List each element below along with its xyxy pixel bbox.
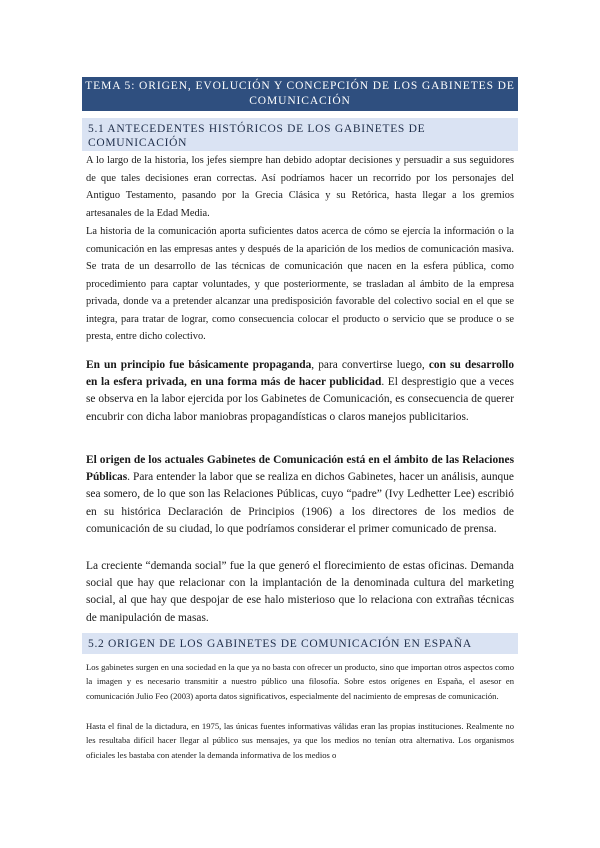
paragraph-7: Hasta el final de la dictadura, en 1975, las únicas fuentes informativas válidas eran las propias instituciones. Realmente no les resultaba difícil hacer llegar al público sus mensajes, ya que los medios no tenían otra alternativa. Los organismos oficiales les bastaba con atender la demanda informativa de los medios o	[86, 721, 514, 760]
page-title: TEMA 5: ORIGEN, EVOLUCIÓN Y CONCEPCIÓN DE LOS GABINETES DE COMUNICACIÓN	[82, 77, 518, 111]
section-heading-5-1: 5.1 ANTECEDENTES HISTÓRICOS DE LOS GABINETES DE COMUNICACIÓN	[82, 118, 518, 151]
text-run: . El desprestigio que a veces se observa en la labor ejercida por los Gabinetes de Comunicación, es consecuencia de querer encubrir con dicha labor maniobras propagandísticas o claros manejos publicitarios.	[86, 376, 514, 423]
paragraph-1: A lo largo de la historia, los jefes siempre han debido adoptar decisiones y persuadir a sus seguidores de que tales decisiones eran correctas. Así podríamos hacer un recorrido por los personajes del Antiguo Testamento, pasando por la Grecia Clásica y su Retórica, hasta llegar a los gremios artesanales de la Edad Media.	[86, 155, 514, 219]
bold-phrase: con su desarrollo en la esfera privada, en una forma más de hacer publicidad	[86, 359, 515, 389]
paragraph-2: La historia de la comunicación aporta suficientes datos acerca de cómo se ejercía la información o la comunicación en las empresas antes y después de la aparición de los medios de comunicación masiva. Se trata de un desarrollo de las técnicas de comunicación que nacen en la esfera pública, como procedimiento para captar voluntades, y que posteriormente, se trasladan al ámbito de la empresa privada, donde va a pretender alcanzar una predisposición favorable del colectivo social en el que se integra, para tratar de lograr, como consecuencia colocar el producto o servicio que se produce o se presta, entre dicho colectivo.	[86, 226, 514, 342]
paragraph-3	[86, 357, 514, 426]
section-heading-5-2: 5.2 ORIGEN DE LOS GABINETES DE COMUNICACIÓN EN ESPAÑA	[82, 633, 518, 654]
paragraph-6: Los gabinetes surgen en una sociedad en la que ya no basta con ofrecer un producto, sino que importan otros aspectos como la imagen y es necesario transmitir a nuestro público una filosofía. Sobre estos orígenes en España, el asesor en comunicación Julio Feo (2003) aporta datos significativos, especialmente del nacimiento de empresas de comunicación.	[86, 662, 514, 701]
bold-phrase: En un principio fue básicamente propaganda	[86, 359, 312, 371]
paragraph-4	[86, 452, 514, 538]
text-run: , para convertirse luego,	[311, 359, 429, 371]
paragraph-5: La creciente “demanda social” fue la que generó el florecimiento de estas oficinas. Demanda social que hay que relacionar con la implantación de la denominada cultura del marketing social, al que hay que despojar de ese halo misterioso que lo relaciona con extrañas técnicas de manipulación de masas.	[86, 560, 514, 624]
text-run: . Para entender la labor que se realiza en dichos Gabinetes, hacer un análisis, aunque sea somero, de lo que son las Relaciones Públicas, cuyo “padre” (Ivy Ledhetter Lee) escribió en su histórica Declaración de Principios (1906) a los directores de los medios de comunicación de su ciudad, lo que podríamos considerar el primer comunicado de prensa.	[86, 471, 514, 535]
bold-phrase: El origen de los actuales Gabinetes de Comunicación está en el ámbito de las Relaciones Públicas	[86, 454, 514, 484]
